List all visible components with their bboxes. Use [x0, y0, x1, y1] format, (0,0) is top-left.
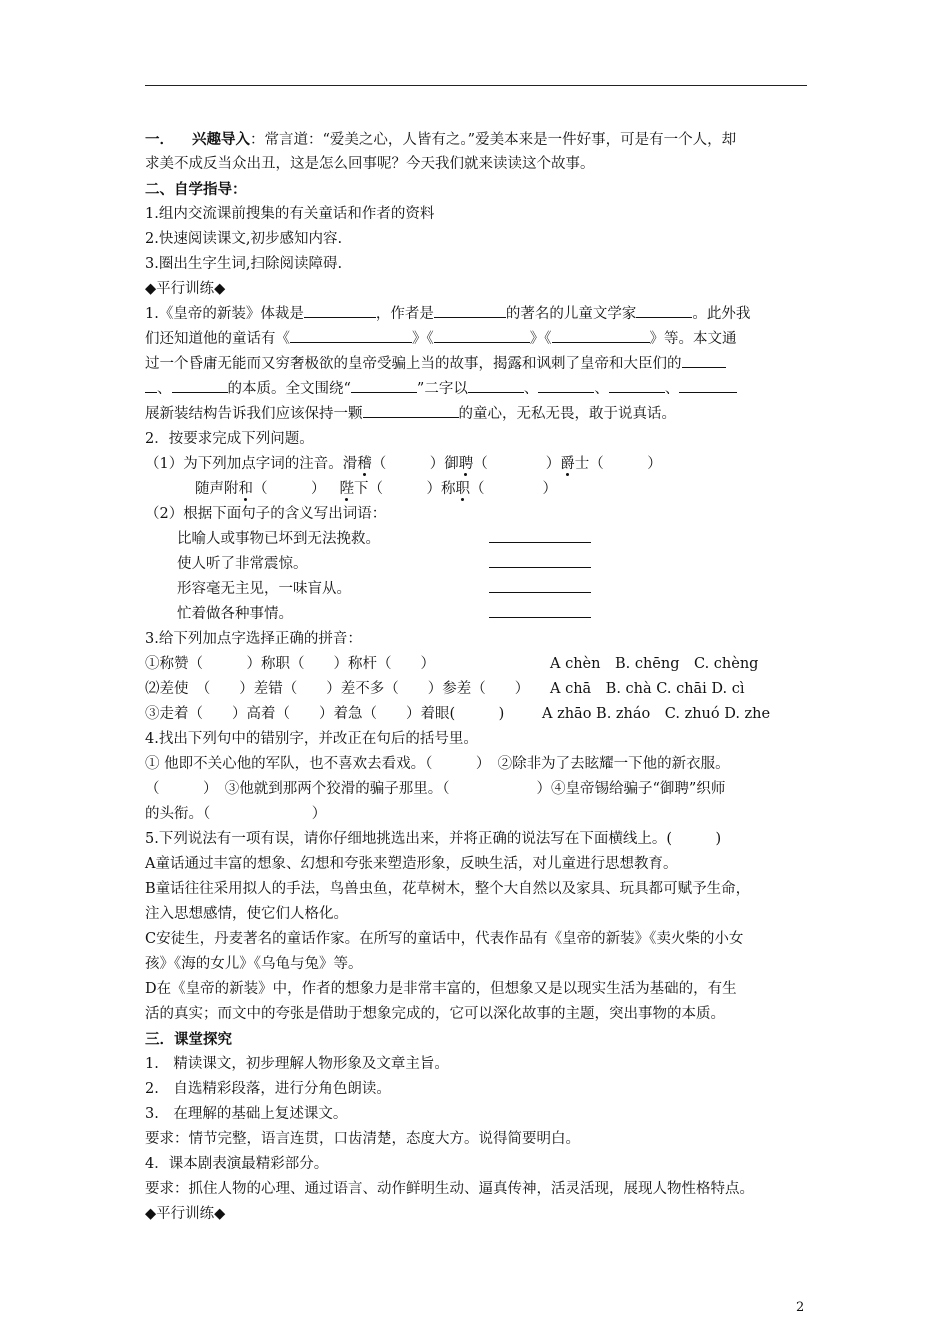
- dotted-char: 职: [455, 481, 470, 497]
- section-2-item-1: 1.组内交流课前搜集的有关童话和作者的资料: [145, 206, 435, 222]
- header-rule: [145, 85, 807, 86]
- section-3-item-2: 2. 自选精彩段落，进行分角色朗读。: [145, 1081, 391, 1097]
- q1-text: 的童心，无私无畏，敢于说真话。: [458, 406, 676, 422]
- q4-line-2: （ ） ③他就到那两个狡滑的骗子那里。（ ）④皇帝锡给骗子“御聘”织师: [145, 781, 726, 797]
- q4-line-3: 的头衔。（ ）: [145, 806, 327, 822]
- blank-structure-3[interactable]: [609, 377, 665, 393]
- q3-items: ①称赞（ ）称职（ ）称杆（ ）: [145, 656, 435, 672]
- q1-text: 》等。本文通: [649, 331, 737, 347]
- q2-text: （1）为下列加点字词的注音。滑: [145, 456, 358, 472]
- answer-blank[interactable]: [489, 578, 591, 593]
- practice-heading-1: ◆平行训练◆: [145, 281, 226, 297]
- dotted-char: 和: [238, 481, 253, 497]
- blank-story-3[interactable]: [552, 327, 650, 343]
- q3-row-1: [145, 652, 815, 677]
- answer-blank[interactable]: [489, 603, 591, 618]
- section-3-requirement-1: 要求：情节完整，语言连贯，口齿清楚，态度大方。说得简要明白。: [145, 1131, 580, 1147]
- dotted-char: 稽: [357, 456, 372, 472]
- q1-text: 展新装结构告诉我们应该保持一颗: [145, 406, 363, 422]
- q2-2-item-1: [145, 527, 815, 552]
- q1-text: 的本质。全文围绕“: [227, 381, 351, 397]
- q2-2-item-4: [145, 602, 815, 627]
- q3-heading: 3.给下列加点字选择正确的拼音：: [145, 631, 362, 647]
- blank-keyword[interactable]: [351, 377, 417, 393]
- q1-text: 、: [157, 381, 172, 397]
- q1-line-2: [145, 327, 815, 352]
- q3-options: A zhāo B. zháo C. zhuó D. zhe: [542, 706, 771, 722]
- section-2-item-2: 2.快速阅读课文,初步感知内容.: [145, 231, 343, 247]
- q1-text: 1.《皇帝的新装》体裁是: [145, 306, 304, 322]
- q2-definition: 忙着做各种事情。: [177, 606, 293, 622]
- blank-country[interactable]: [434, 302, 506, 318]
- blank-structure-1[interactable]: [468, 377, 524, 393]
- section-3-item-1: 1. 精读课文，初步理解人物形象及文章主旨。: [145, 1056, 449, 1072]
- answer-blank[interactable]: [489, 528, 591, 543]
- worksheet-body: [145, 127, 815, 1227]
- section-3-item-3: 3. 在理解的基础上复述课文。: [145, 1106, 348, 1122]
- dotted-char: 陛: [339, 481, 354, 497]
- section-2-heading: 二、自学指导：: [145, 181, 247, 198]
- practice-heading-2: ◆平行训练◆: [145, 1206, 226, 1222]
- q2-text: 下（ ）称: [354, 481, 456, 497]
- q2-2-item-2: [145, 552, 815, 577]
- q2-1-line-2: [145, 477, 815, 502]
- q1-text: 们还知道他的童话有《: [145, 331, 290, 347]
- q4-heading: 4.找出下列句中的错别字，并改正在句后的括号里。: [145, 731, 478, 747]
- q1-text: ”二字以: [416, 381, 468, 397]
- q2-text: （ ）御: [371, 456, 459, 472]
- blank-nature-1-cont[interactable]: [145, 377, 157, 393]
- q3-options: A chèn B. chēng C. chèng: [550, 656, 759, 672]
- q2-text: 士（ ）: [574, 456, 662, 472]
- blank-genre[interactable]: [304, 302, 376, 318]
- q1-text: 的著名的儿童文学家: [505, 306, 637, 322]
- q3-items: ⑵差使 （ ）差错（ ）差不多（ ）参差（ ）: [145, 681, 530, 697]
- blank-story-1[interactable]: [290, 327, 412, 343]
- section-3-item-4: 4．课本剧表演最精彩部分。: [145, 1156, 329, 1172]
- q2-2-item-3: [145, 577, 815, 602]
- blank-author[interactable]: [636, 302, 692, 318]
- q1-text: 》《: [412, 331, 434, 347]
- q1-text: 过一个昏庸无能而又穷奢极欲的皇帝受骗上当的故事，揭露和讽刺了皇帝和大臣们的: [145, 356, 682, 372]
- q2-1-line-1: [145, 452, 815, 477]
- q5-option-a: A童话通过丰富的想象、幻想和夸张来塑造形象，反映生活，对儿童进行思想教育。: [145, 856, 678, 872]
- q3-row-2: [145, 677, 815, 702]
- q1-line-5: [145, 402, 815, 427]
- dotted-char: 聘: [458, 456, 474, 472]
- blank-nature-1[interactable]: [682, 352, 726, 368]
- q2-heading: 2．按要求完成下列问题。: [145, 431, 314, 447]
- dotted-char: 爵: [560, 456, 575, 472]
- q1-text: 、: [664, 381, 680, 397]
- answer-blank[interactable]: [489, 553, 591, 568]
- q5-option-d-2: 活的真实；而文中的夸张是借助于想象完成的，它可以深化故事的主题，突出事物的本质。: [145, 1006, 725, 1022]
- section-1-number: 一．: [145, 131, 174, 148]
- q2-text: （ ）: [473, 456, 561, 472]
- q5-option-c-1: C安徒生，丹麦著名的童话作家。在所写的童话中，代表作品有《皇帝的新装》《卖火柴的小女: [145, 931, 744, 947]
- q5-heading: 5.下列说法有一项有误，请你仔细地挑选出来，并将正确的说法写在下面横线上。( ): [145, 831, 722, 847]
- blank-story-2[interactable]: [434, 327, 530, 343]
- blank-heart[interactable]: [363, 402, 459, 418]
- q3-options: A chā B. chà C. chāi D. cì: [550, 681, 745, 697]
- page-number: 2: [796, 1300, 805, 1315]
- q5-option-b-2: 注入思想感情，使它们人格化。: [145, 906, 348, 922]
- q2-text: （ ）: [470, 481, 557, 497]
- q4-line-1: ① 他即不关心他的军队，也不喜欢去看戏。（ ） ②除非为了去眩耀一下他的新衣服。: [145, 756, 730, 772]
- q5-option-b-1: B童话往往采用拟人的手法，鸟兽虫鱼，花草树木，整个大自然以及家具、玩具都可赋予生命，: [145, 881, 751, 897]
- q5-option-d-1: D在《皇帝的新装》中，作者的想象力是非常丰富的，但想象又是以现实生活为基础的，有生: [145, 981, 737, 997]
- q1-text: 。此外我: [692, 306, 751, 322]
- q3-row-3: [145, 702, 815, 727]
- q1-line-3: [145, 352, 815, 377]
- section-2-item-3: 3.圈出生字生词,扫除阅读障碍.: [145, 256, 343, 272]
- section-3-heading: 三．课堂探究: [145, 1031, 232, 1048]
- q1-line-1: [145, 302, 815, 327]
- q2-definition: 比喻人或事物已坏到无法挽救。: [177, 531, 380, 547]
- q3-items: ③走着（ ）高着（ ）着急（ ）着眼( ): [145, 706, 505, 722]
- blank-structure-2[interactable]: [538, 377, 594, 393]
- q2-2-heading: （2）根据下面句子的含义写出词语：: [145, 506, 387, 522]
- section-1-line-1: [145, 127, 815, 152]
- q2-text: 随声附: [195, 481, 239, 497]
- blank-nature-2[interactable]: [172, 377, 228, 393]
- q1-text: 、: [594, 381, 609, 397]
- q1-text: 、: [523, 381, 539, 397]
- blank-structure-4[interactable]: [679, 377, 737, 393]
- q5-option-c-2: 孩》《海的女儿》《乌龟与兔》等。: [145, 956, 363, 972]
- section-3-requirement-2: 要求：抓住人物的心理、通过语言、动作鲜明生动、逼真传神，活灵活现，展现人物性格特点。: [145, 1181, 754, 1197]
- q2-definition: 使人听了非常震惊。: [177, 556, 308, 572]
- q2-definition: 形容毫无主见，一味盲从。: [177, 581, 351, 597]
- q1-text: 》《: [529, 331, 552, 347]
- q1-line-4: [145, 377, 815, 402]
- section-1-line-2: 求美不成反当众出丑，这是怎么回事呢？今天我们就来读读这个故事。: [145, 156, 595, 172]
- q2-text: （ ）: [253, 481, 326, 497]
- section-1-text: ：常言道：“爱美之心，人皆有之。”爱美本来是一件好事，可是有一个人，却: [250, 132, 737, 148]
- q1-text: ，作者是: [375, 306, 434, 322]
- section-1-heading: 兴趣导入: [192, 131, 250, 148]
